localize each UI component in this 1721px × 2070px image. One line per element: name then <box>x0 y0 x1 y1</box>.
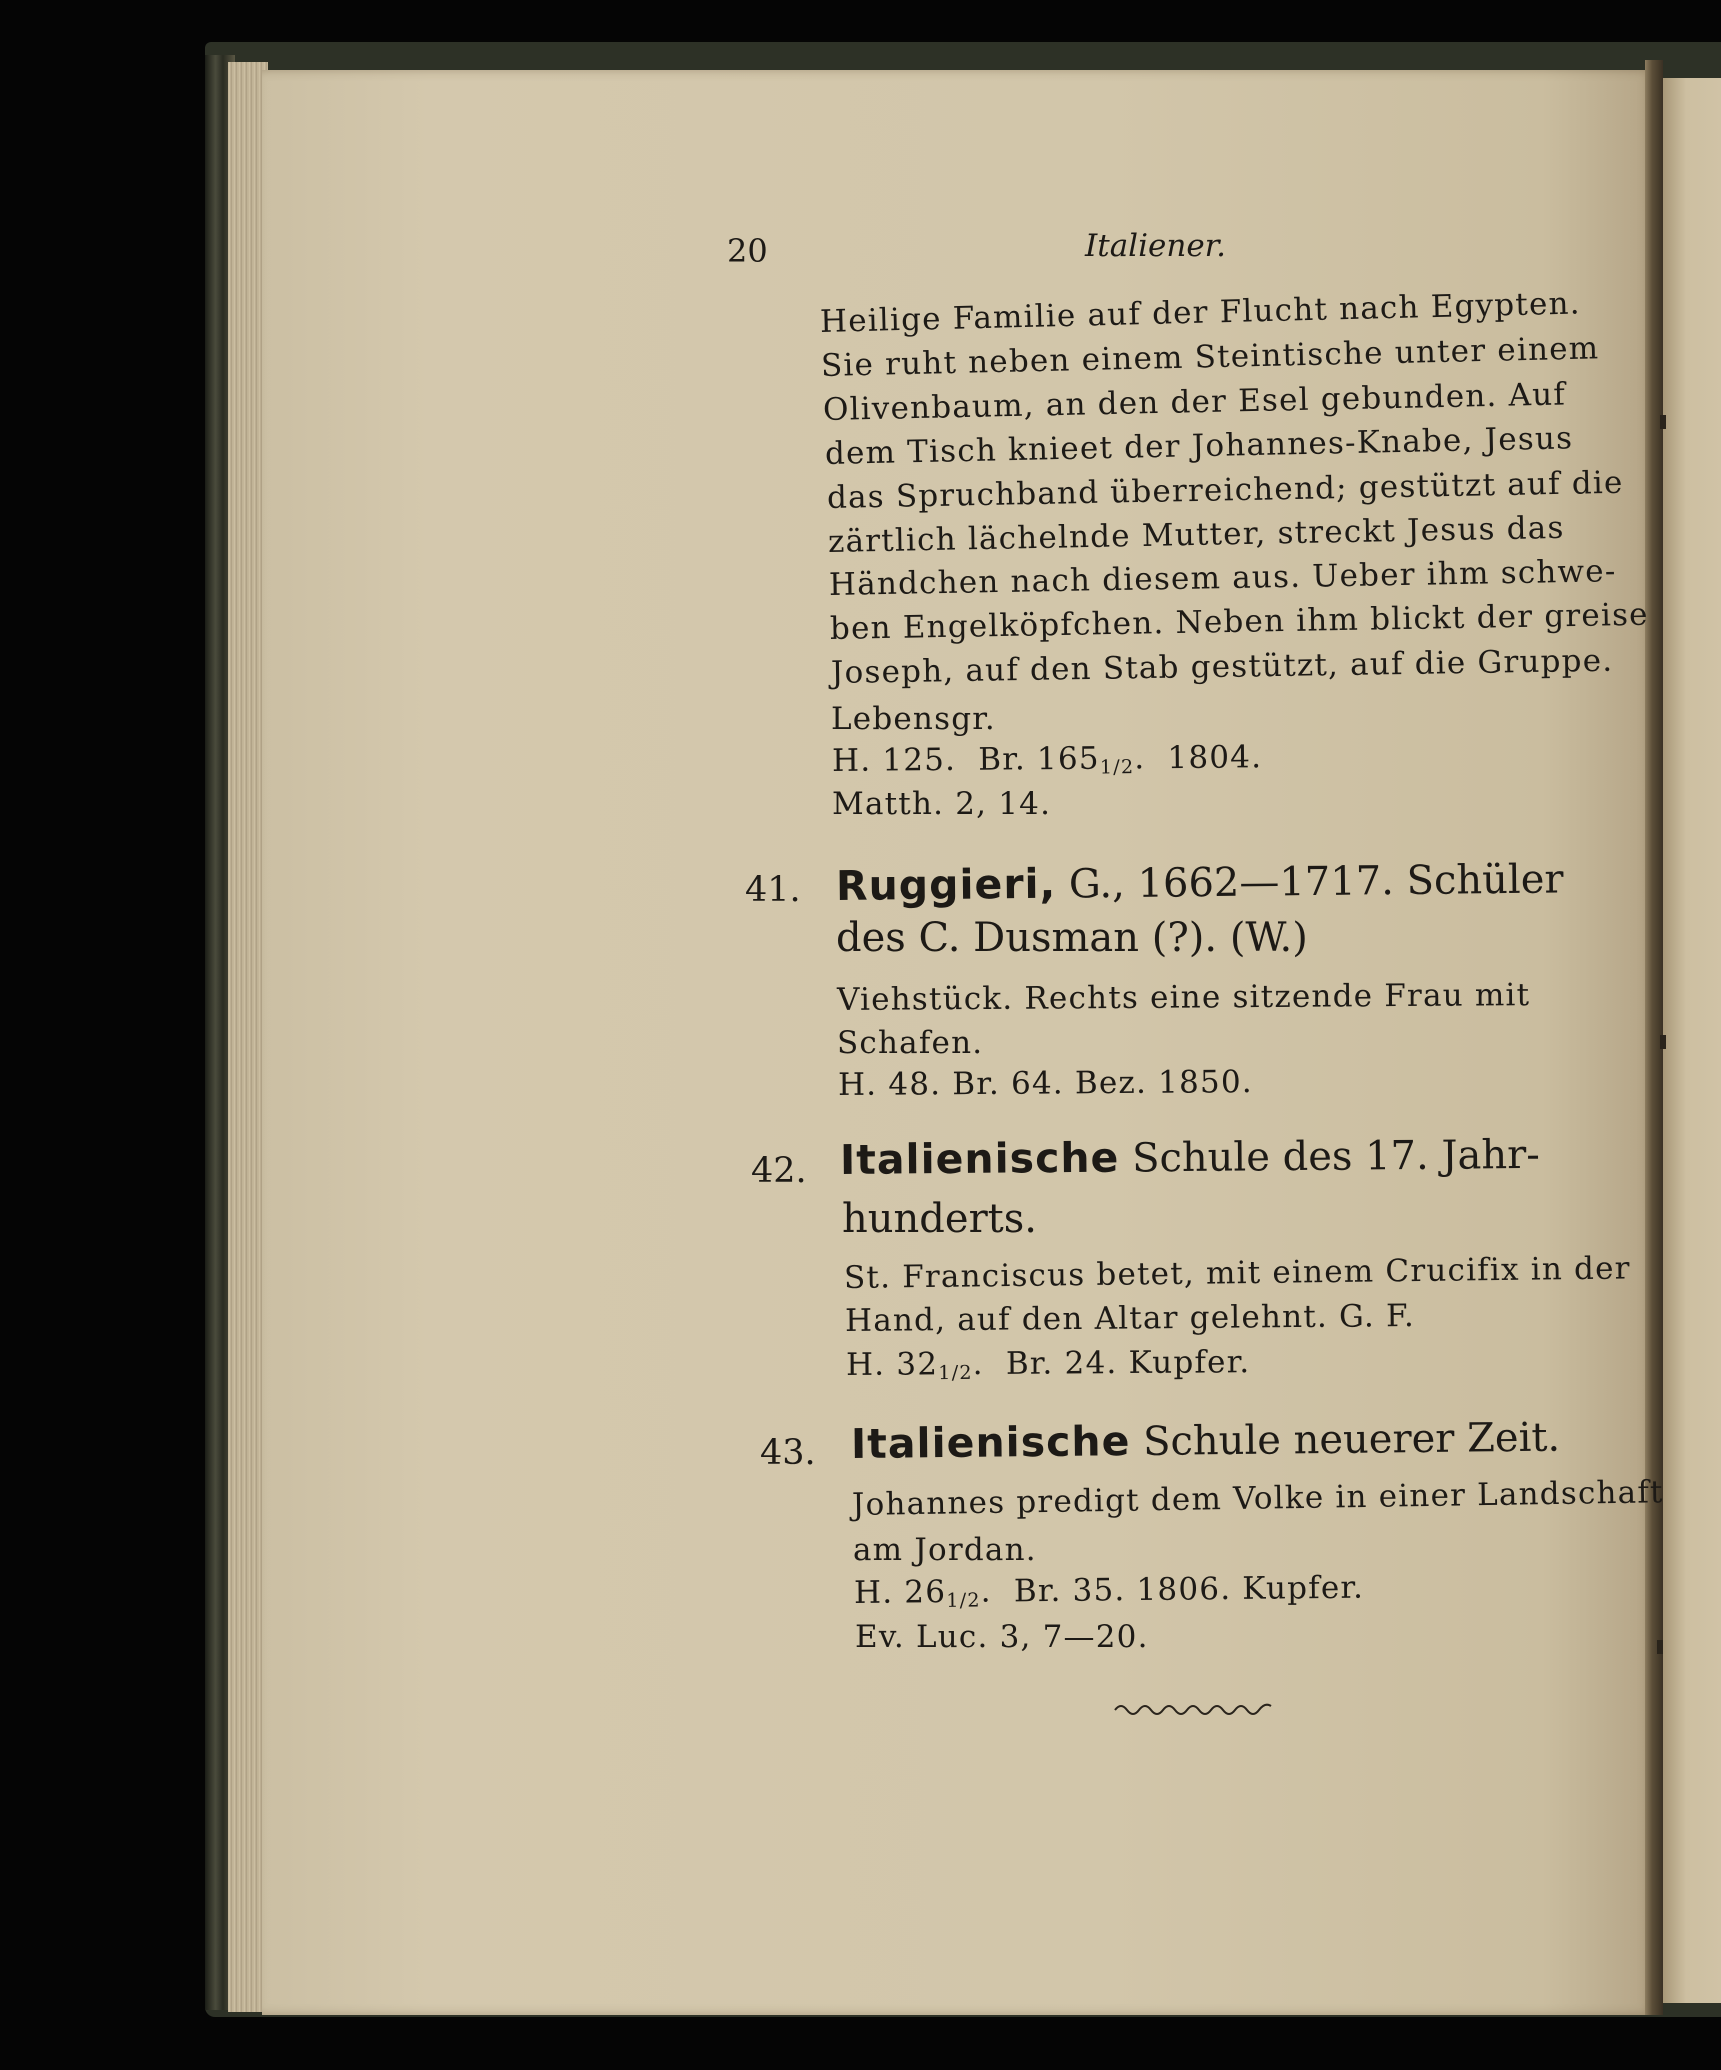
entry-number: 41. <box>745 870 801 910</box>
measure-line: H. 125. Br. $165_{1/2}$. 1804. <box>831 739 1263 779</box>
facing-page-mark <box>1657 1640 1663 1654</box>
entry-number: 43. <box>760 1433 816 1473</box>
entry-heading: Italienische Schule des 17. Jahr- <box>839 1131 1540 1184</box>
description-line: St. Franciscus betet, mit einem Crucifix in der <box>843 1250 1631 1296</box>
entry-heading: Italienische Schule neuerer Zeit. <box>850 1414 1561 1468</box>
facing-page-edge <box>1663 78 1721 2003</box>
entry-heading: Ruggieri, G., 1662—1717. Schüler <box>835 856 1564 910</box>
text-line: ben Engelköpfchen. Neben ihm blickt der greise <box>829 596 1650 647</box>
entry-heading-line: hunderts. <box>842 1196 1037 1242</box>
facing-page-mark <box>1660 415 1666 429</box>
text-line: das Spruchband überreichend; gestützt auf die <box>826 464 1624 516</box>
measure-line: H. 48. Br. 64. Bez. 1850. <box>837 1064 1253 1103</box>
reference-line: Matth. 2, 14. <box>832 786 1052 822</box>
entry-heading-line: des C. Dusman (?). (W.) <box>836 915 1308 961</box>
running-head: Italiener. <box>1085 228 1226 264</box>
facing-page-mark <box>1660 1035 1666 1049</box>
description-line: Schafen. <box>837 1025 984 1061</box>
text-line: dem Tisch knieet der Johannes-Knabe, Jesus <box>824 420 1574 472</box>
artist-name: Italienische <box>839 1133 1120 1184</box>
text-line: Händchen nach diesem aus. Ueber ihm schwe- <box>828 553 1617 603</box>
description-line: Johannes predigt dem Volke in einer Landschaft <box>851 1474 1664 1523</box>
artist-name: Ruggieri, <box>835 859 1057 910</box>
text-line: Sie ruht neben einem Steintische unter einem <box>820 330 1600 384</box>
measure-line: H. $32_{1/2}$. Br. 24. Kupfer. <box>845 1344 1251 1385</box>
entry-number: 42. <box>751 1151 807 1191</box>
text-line: Lebensgr. <box>831 701 996 737</box>
artist-name: Italienische <box>850 1417 1131 1468</box>
text-line: zärtlich lächelnde Mutter, streckt Jesus das <box>827 509 1565 560</box>
ornament-divider <box>1113 1698 1273 1718</box>
measure-line: H. $26_{1/2}$. Br. 35. 1806. Kupfer. <box>853 1569 1365 1612</box>
description-line: am Jordan. <box>853 1532 1037 1568</box>
description-line: Viehstück. Rechts eine sitzende Frau mit <box>836 977 1531 1018</box>
description-line: Hand, auf den Altar gelehnt. G. F. <box>844 1298 1416 1339</box>
text-line: Heilige Familie auf der Flucht nach Egypten. <box>819 285 1582 340</box>
reference-line: Ev. Luc. 3, 7—20. <box>855 1619 1149 1655</box>
text-line: Olivenbaum, an den der Esel gebunden. Auf <box>822 376 1567 428</box>
text-line: Joseph, auf den Stab gestützt, auf die Gruppe. <box>830 642 1614 691</box>
page-number: 20 <box>727 232 768 270</box>
